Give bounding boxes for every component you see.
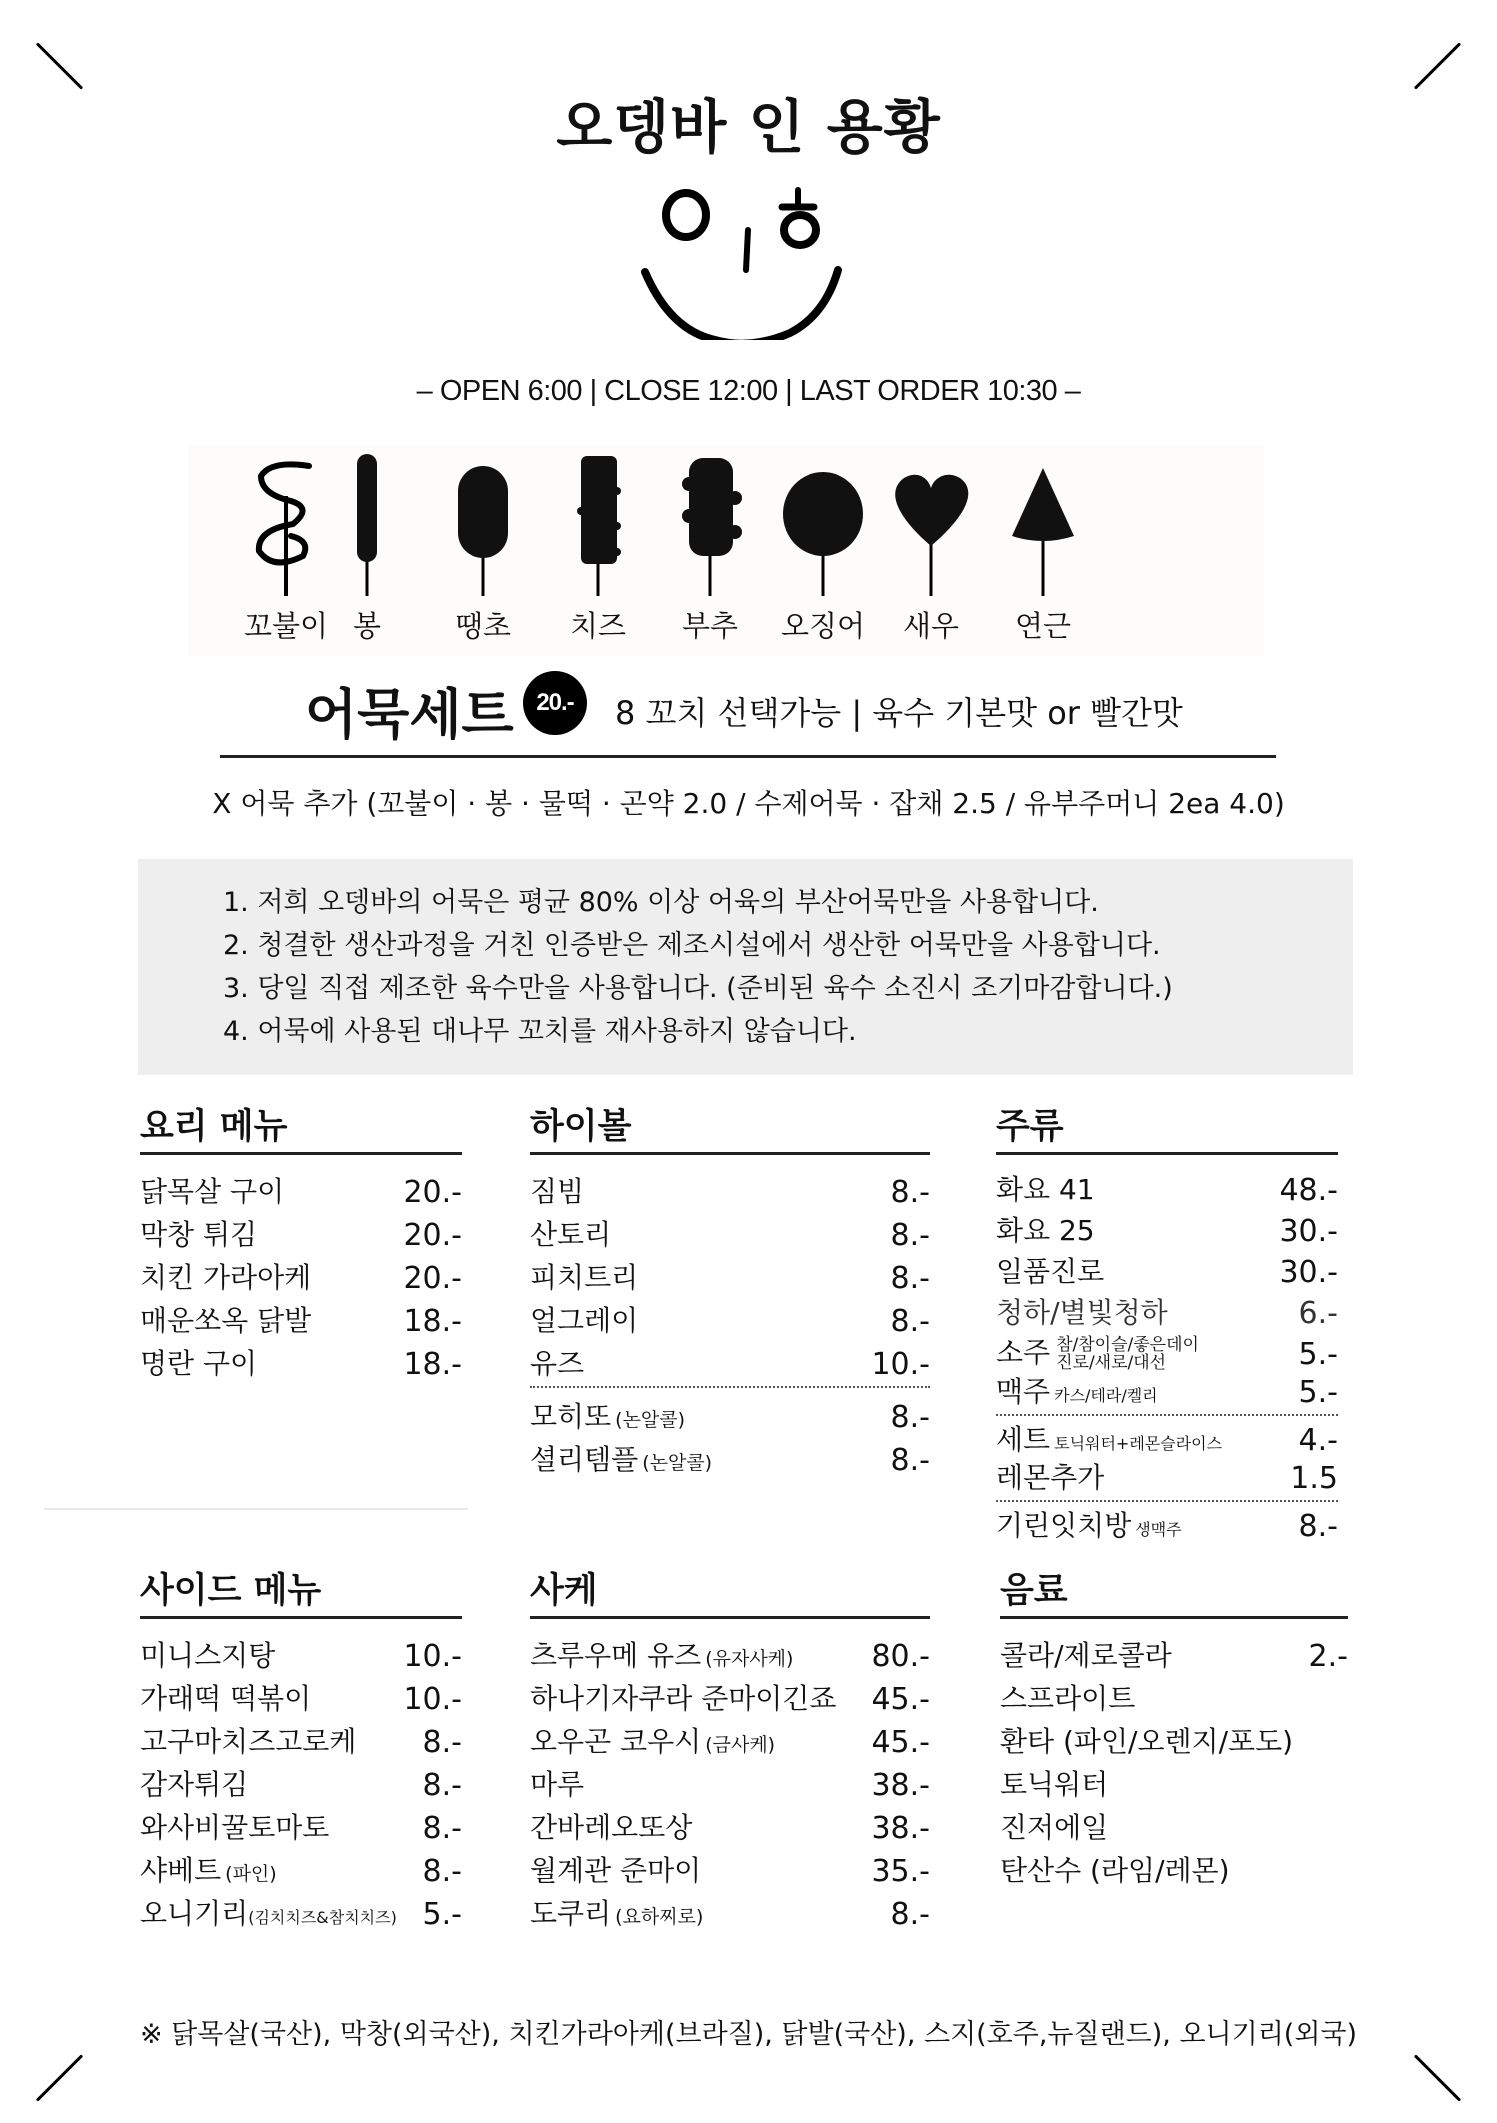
note-item: 3. 당일 직접 제조한 육수만을 사용합니다. (준비된 육수 소진시 조기마감합니다.) (223, 973, 1173, 1004)
menu-item (996, 1249, 1338, 1290)
origin-footnote: ※ 닭목살(국산), 막창(외국산), 치킨가라아케(브라질), 닭발(국산), 스지(호주,뉴질랜드), 오니기리(외국) (139, 2019, 1358, 2050)
item-name: 모히또 (530, 1400, 612, 1433)
item-price: 4.- (1298, 1423, 1338, 1458)
item-name: 소주 (996, 1336, 1051, 1369)
section-title: 사케 (530, 1571, 598, 1611)
divider (44, 1508, 468, 1510)
item-name: 얼그레이 (530, 1304, 639, 1337)
item-price: 48.- (1279, 1173, 1338, 1208)
item-name: 기린잇치방 (996, 1509, 1132, 1542)
item-name: 와사비꿀토마토 (140, 1811, 330, 1844)
item-name: 진저에일 (1000, 1811, 1109, 1844)
item-note: 토닉워터+레몬슬라이스 (1054, 1434, 1223, 1453)
item-price: 30.- (1279, 1214, 1338, 1249)
menu-item (140, 1296, 462, 1339)
item-name: 치킨 가라아케 (140, 1261, 312, 1294)
menu-item (996, 1458, 1338, 1496)
skewer-item (428, 446, 538, 656)
item-price: 20.- (403, 1261, 462, 1296)
item-name: 일품진로 (996, 1255, 1105, 1288)
section-title: 주류 (996, 1107, 1064, 1147)
item-name: 오우곤 코우시 (530, 1725, 702, 1758)
item-note: (파인) (225, 1863, 277, 1885)
item-name: 탄산수 (라임/레몬) (1000, 1854, 1230, 1887)
item-price: 5.- (1298, 1375, 1338, 1410)
item-note: (요하찌로) (615, 1906, 704, 1928)
item-name: 오니기리 (140, 1897, 249, 1930)
item-price: 20.- (403, 1175, 462, 1210)
menu-item (996, 1372, 1338, 1410)
skewer-label: 꼬불이 (243, 609, 329, 643)
item-name: 츠루우메 유즈 (530, 1639, 702, 1672)
item-name: 마루 (530, 1768, 585, 1801)
item-price: 20.- (403, 1218, 462, 1253)
item-price: 2.- (1308, 1639, 1348, 1674)
section-sake (530, 1566, 930, 1932)
menu-item (530, 1803, 930, 1846)
menu-item (996, 1208, 1338, 1249)
menu-item (530, 1760, 930, 1803)
menu-item (1000, 1631, 1348, 1674)
item-name: 도쿠리 (530, 1897, 612, 1930)
item-name: 매운쏘옥 닭발 (140, 1304, 312, 1337)
item-name: 화요 41 (996, 1173, 1095, 1206)
item-name: 세트 (996, 1423, 1051, 1456)
addon-info: X 어묵 추가 (꼬불이 · 봉 · 물떡 · 곤약 2.0 / 수제어묵 · 잡채 2.5 / 유부주머니 2ea 4.0) (212, 787, 1285, 820)
business-hours: – OPEN 6:00 | CLOSE 12:00 | LAST ORDER 10:30 – (416, 375, 1081, 407)
note-item: 1. 저희 오뎅바의 어묵은 평균 80% 이상 어육의 부산어묵만을 사용합니다. (223, 887, 1099, 918)
menu-item (996, 1331, 1338, 1372)
section-highball (530, 1102, 930, 1478)
item-price: 80.- (871, 1639, 930, 1674)
menu-item (530, 1717, 930, 1760)
skewer-label: 오징어 (780, 609, 866, 643)
item-price: 6.- (1298, 1296, 1338, 1331)
item-name: 피치트리 (530, 1261, 639, 1294)
item-note: (유자사케) (705, 1648, 794, 1670)
set-title: 어묵세트 (305, 683, 514, 746)
skewer-item (655, 446, 765, 656)
item-note: 참/참이슬/좋은데이 진로/새로/대선 (1056, 1335, 1199, 1373)
menu-item (530, 1253, 930, 1296)
smiley-face-icon (640, 170, 860, 340)
menu-item (140, 1167, 462, 1210)
item-name: 월계관 준마이 (530, 1854, 702, 1887)
menu-item (140, 1846, 462, 1889)
oval-skewer-icon (428, 446, 538, 606)
skewer-item (988, 446, 1098, 656)
item-price: 8.- (422, 1768, 462, 1803)
section-title: 요리 메뉴 (140, 1107, 288, 1147)
item-price: 8.- (890, 1400, 930, 1435)
menu-item (996, 1506, 1338, 1544)
item-name: 짐빔 (530, 1175, 585, 1208)
skewer-item (876, 446, 986, 656)
section-title: 사이드 메뉴 (140, 1571, 322, 1611)
item-note: (논알콜) (642, 1452, 713, 1474)
menu-item (530, 1435, 930, 1478)
item-name: 가래떡 떡볶이 (140, 1682, 312, 1715)
triangle-skewer-icon (988, 446, 1098, 606)
divider (220, 755, 1276, 758)
skewer-item (768, 446, 878, 656)
item-price: 8.- (890, 1218, 930, 1253)
menu-item (140, 1717, 462, 1760)
item-price: 8.- (890, 1897, 930, 1932)
item-name: 막창 튀김 (140, 1218, 258, 1251)
item-price: 1.5 (1290, 1461, 1338, 1496)
item-name: 콜라/제로콜라 (1000, 1639, 1172, 1672)
stick-skewer-icon (312, 446, 422, 606)
item-name: 스프라이트 (1000, 1682, 1136, 1715)
item-note: (논알콜) (615, 1409, 686, 1431)
menu-item (140, 1253, 462, 1296)
item-price: 8.- (422, 1811, 462, 1846)
section-rule (1000, 1616, 1348, 1619)
skewer-types (188, 446, 1264, 656)
section-rule (140, 1152, 462, 1155)
skewer-label: 새우 (902, 609, 960, 643)
item-name: 유즈 (530, 1347, 585, 1380)
round-skewer-icon (768, 446, 878, 606)
menu-item (996, 1167, 1338, 1208)
item-price: 5.- (1298, 1337, 1338, 1372)
item-price: 38.- (871, 1811, 930, 1846)
menu-item (140, 1889, 462, 1932)
corner-mark-bottom-left (36, 2054, 83, 2101)
menu-item (140, 1210, 462, 1253)
section-rule (996, 1152, 1338, 1155)
set-description: 8 꼬치 선택가능 | 육수 기본맛 or 빨간맛 (615, 694, 1183, 732)
section-liquor (996, 1102, 1338, 1544)
item-name: 화요 25 (996, 1214, 1095, 1247)
item-price: 45.- (871, 1682, 930, 1717)
dotted-divider (530, 1386, 930, 1388)
menu-item (530, 1296, 930, 1339)
section-title: 음료 (1000, 1571, 1068, 1611)
bumpy-skewer-icon (655, 446, 765, 606)
menu-item (140, 1803, 462, 1846)
section-title: 하이볼 (530, 1107, 632, 1147)
item-price: 8.- (890, 1261, 930, 1296)
section-rule (530, 1152, 930, 1155)
item-name: 명란 구이 (140, 1347, 258, 1380)
skewer-label: 땡초 (454, 609, 512, 643)
item-note: (김치치즈&참치치즈) (248, 1908, 397, 1927)
item-name: 하나기자쿠라 준마이긴죠 (530, 1682, 837, 1715)
item-note: (금사케) (705, 1734, 776, 1756)
item-price: 18.- (403, 1347, 462, 1382)
menu-item (530, 1846, 930, 1889)
skewer-label: 치즈 (569, 609, 627, 643)
item-price: 45.- (871, 1725, 930, 1760)
item-price: 8.- (422, 1725, 462, 1760)
skewer-label: 연근 (1014, 609, 1072, 643)
menu-item (140, 1760, 462, 1803)
section-side (140, 1566, 462, 1932)
dotted-divider (996, 1500, 1338, 1502)
item-price: 8.- (422, 1854, 462, 1889)
item-name: 토닉워터 (1000, 1768, 1109, 1801)
menu-item (996, 1290, 1338, 1331)
menu-item (140, 1339, 462, 1382)
item-note: 생맥주 (1135, 1520, 1182, 1539)
menu-item (1000, 1717, 1348, 1760)
menu-item (1000, 1674, 1348, 1717)
heart-skewer-icon (876, 446, 986, 606)
menu-item (530, 1889, 930, 1932)
item-name: 맥주 (996, 1375, 1051, 1408)
menu-item (530, 1392, 930, 1435)
menu-item (140, 1631, 462, 1674)
section-rule (140, 1616, 462, 1619)
menu-item (1000, 1846, 1348, 1889)
item-name: 샤베트 (140, 1854, 222, 1887)
menu-item (530, 1674, 930, 1717)
item-price: 8.- (890, 1443, 930, 1478)
item-name: 환타 (파인/오렌지/포도) (1000, 1725, 1294, 1758)
item-name: 닭목살 구이 (140, 1175, 285, 1208)
item-name: 고구마치즈고로케 (140, 1725, 357, 1758)
cheese-skewer-icon (543, 446, 653, 606)
corner-mark-bottom-right (1414, 2054, 1461, 2101)
page-title: 오뎅바 인 용황 (556, 93, 941, 161)
item-price: 35.- (871, 1854, 930, 1889)
item-name: 청하/별빛청하 (996, 1296, 1168, 1329)
menu-item (996, 1420, 1338, 1458)
section-rule (530, 1616, 930, 1619)
menu-item (140, 1674, 462, 1717)
skewer-label: 봉 (352, 609, 381, 643)
item-price: 30.- (1279, 1255, 1338, 1290)
menu-item (1000, 1760, 1348, 1803)
quality-notes (138, 859, 1353, 1075)
menu-item (530, 1210, 930, 1253)
item-note: 카스/테라/켈리 (1054, 1386, 1158, 1405)
skewer-item (543, 446, 653, 656)
menu-item (530, 1167, 930, 1210)
item-name: 감자튀김 (140, 1768, 249, 1801)
item-price: 8.- (890, 1175, 930, 1210)
menu-item (1000, 1803, 1348, 1846)
section-drinks (1000, 1566, 1348, 1889)
menu-item (530, 1339, 930, 1382)
menu-item (530, 1631, 930, 1674)
item-name: 레몬추가 (996, 1461, 1105, 1494)
item-price: 5.- (422, 1897, 462, 1932)
item-price: 18.- (403, 1304, 462, 1339)
note-item: 4. 어묵에 사용된 대나무 꼬치를 재사용하지 않습니다. (223, 1016, 857, 1047)
dotted-divider (996, 1414, 1338, 1416)
item-name: 산토리 (530, 1218, 612, 1251)
item-name: 간바레오또상 (530, 1811, 693, 1844)
item-price: 8.- (1298, 1509, 1338, 1544)
note-item: 2. 청결한 생산과정을 거친 인증받은 제조시설에서 생산한 어묵만을 사용합니다. (223, 930, 1161, 961)
section-food (140, 1102, 462, 1382)
item-price: 10.- (403, 1639, 462, 1674)
skewer-label: 부추 (681, 609, 739, 643)
skewer-item (312, 446, 422, 656)
item-price: 10.- (871, 1347, 930, 1382)
item-name: 미니스지탕 (140, 1639, 276, 1672)
set-price-badge: 20.- (523, 671, 587, 735)
item-name: 셜리템플 (530, 1443, 639, 1476)
item-price: 8.- (890, 1304, 930, 1339)
item-price: 10.- (403, 1682, 462, 1717)
item-price: 38.- (871, 1768, 930, 1803)
